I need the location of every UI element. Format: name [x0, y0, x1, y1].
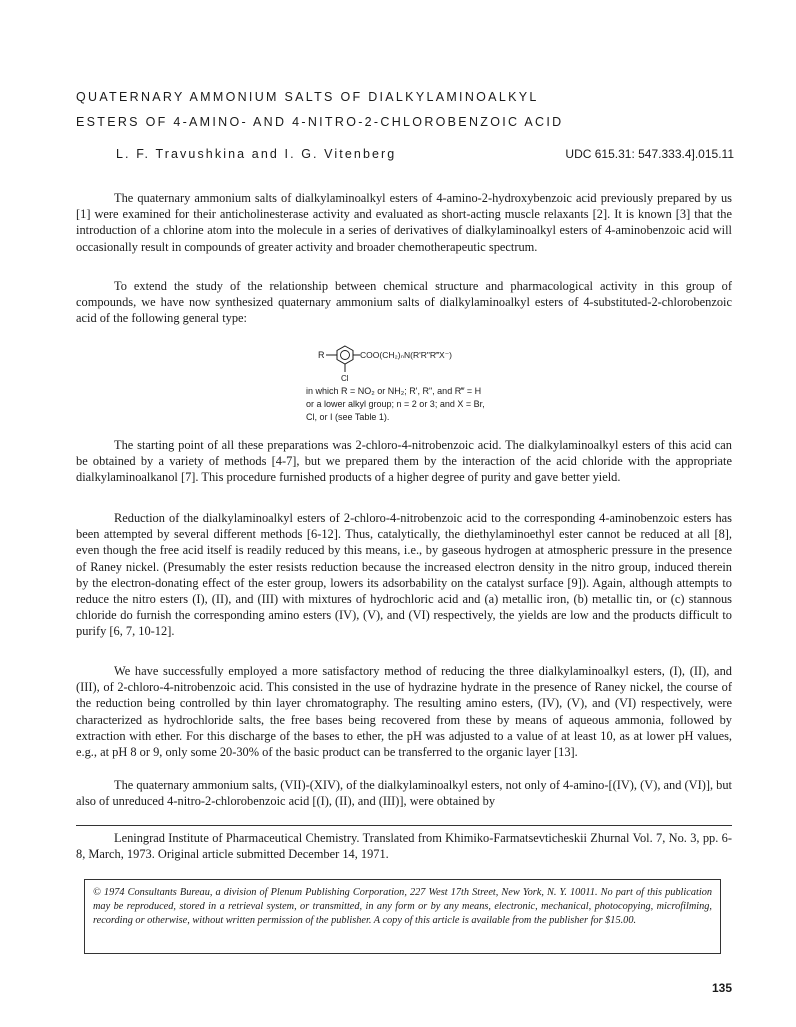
copyright-notice: © 1974 Consultants Bureau, a division of Plenum Publishing Corporation, 227 West 17th Street, New York, N. Y. 10011. No part of this publication may be reproduced, stored in a retrieval system, or transmitted, in any form or by any means, electronic, mechanical, photocopying, microfilming, recording or otherwise, without written permission of the publisher. A copy of this article is available from the publisher for $15.00. — [84, 879, 721, 954]
paragraph-reduction: Reduction of the dialkylaminoalkyl esters of 2-chloro-4-nitrobenzoic acid to the corresponding 4-aminobenzoic esters has been attempted by several different methods [6-12]. Thus, catalytically, the diethylaminoethyl ester cannot be reduced at all [8], even though the free acid itself is readily reduced by this means, i.e., by gaseous hydrogen at atmospheric pressure in the presence of Raney nickel. (Presumably the ester resists reduction because the increased electron density in the nitro group, induced therein by the electron-donating effect of the ester group, lowers its adsorbability on the catalyst surface [9]). Again, although attempts to reduce the nitro esters (I), (II), and (III) with mixtures of hydrochloric acid and (a) metallic iron, (b) metallic tin, or (c) stannous chloride do furnish the corresponding amino esters (IV), (V), and (VI) respectively, the yields are low and the products difficult to purify [6, 7, 10-12]. — [76, 511, 732, 639]
paragraph-general-type: To extend the study of the relationship between chemical structure and pharmacological activity in this group of compounds, we have now synthesized quaternary ammonium salts of dialkylaminoalkyl esters of 4-substituted-2-chlorobenzoic acid of the following general type: — [76, 279, 732, 326]
formula-caption — [306, 385, 506, 424]
paragraph-hydrazine-method: We have successfully employed a more satisfactory method of reducing the three dialkylaminoalkyl esters, (I), (II), and (III), of 2-chloro-4-nitrobenzoic acid. This consisted in the use of hydrazine hydrate in the presence of Raney nickel, the course of the reduction being controlled by thin layer chromatography. The resulting amino esters, (IV), (V), and (VI) respectively, were characterized as hydrochloride salts, the free bases being recovered from these by means of aqueous ammonia, followed by extraction with ether. For this discharge of the bases to ether, the pH was adjusted to a value of at least 10, as at lower pH values, e.g., at pH 8 or 9, only some 20-30% of the basic product can be transferred to the organic layer [13]. — [76, 664, 732, 760]
caption-line: Cl, or I (see Table 1). — [306, 412, 390, 422]
affiliation-footnote: Leningrad Institute of Pharmaceutical Chemistry. Translated from Khimiko-Farmatsevticheskii Zhurnal Vol. 7, No. 3, pp. 6-8, March, 1973. Original article submitted December 14, 1971. — [76, 831, 732, 862]
footnote-divider — [76, 825, 732, 826]
formula-r-label: R — [318, 350, 325, 360]
udc-code: UDC 615.31: 547.333.4].015.11 — [565, 147, 734, 161]
authors: L. F. Travushkina and I. G. Vitenberg — [116, 147, 397, 161]
structural-formula — [318, 341, 508, 386]
formula-cl-label: Cl — [341, 374, 349, 383]
caption-line: or a lower alkyl group; n = 2 or 3; and X = Br, — [306, 399, 485, 409]
page-number: 135 — [711, 981, 732, 995]
formula-ester-chain: COO(CH₂)ₙN(R'R"R‴X⁻) — [360, 350, 453, 360]
benzene-ring-icon — [337, 346, 353, 364]
paragraph-quaternary-salts: The quaternary ammonium salts, (VII)-(XIV), of the dialkylaminoalkyl esters, not only of 4-amino-[(IV), (V), and (VI)], but also of unreduced 4-nitro-2-chlorobenzoic acid [(I), (II), and (III)], were obtained by — [76, 778, 732, 809]
article-title-line-1: QUATERNARY AMMONIUM SALTS OF DIALKYLAMINOALKYL — [76, 90, 539, 104]
aromatic-circle-icon — [341, 351, 350, 360]
caption-line: in which R = NO₂ or NH₂; R', R", and R‴ = H — [306, 386, 482, 396]
paragraph-starting-point: The starting point of all these preparations was 2-chloro-4-nitrobenzoic acid. The dialkylaminoalkyl esters of this acid can be obtained by a variety of methods [4-7], but we prepared them by the interaction of the acid chloride with the appropriate dialkylaminoalkanol [7]. This procedure furnished products of a higher degree of purity and gave better yield. — [76, 438, 732, 485]
article-title-line-2: ESTERS OF 4-AMINO- AND 4-NITRO-2-CHLOROBENZOIC ACID — [76, 115, 564, 129]
paragraph-intro: The quaternary ammonium salts of dialkylaminoalkyl esters of 4-amino-2-hydroxybenzoic acid previously prepared by us [1] were examined for their anticholinesterase activity and evaluated as short-acting muscle relaxants [2]. It is known [3] that the introduction of a chlorine atom into the molecule in a series of derivatives of dialkylaminoalkyl esters of 4-aminobenzoic acid will occasionally result in compounds of greater activity and broader chemotherapeutic spectrum. — [76, 191, 732, 254]
